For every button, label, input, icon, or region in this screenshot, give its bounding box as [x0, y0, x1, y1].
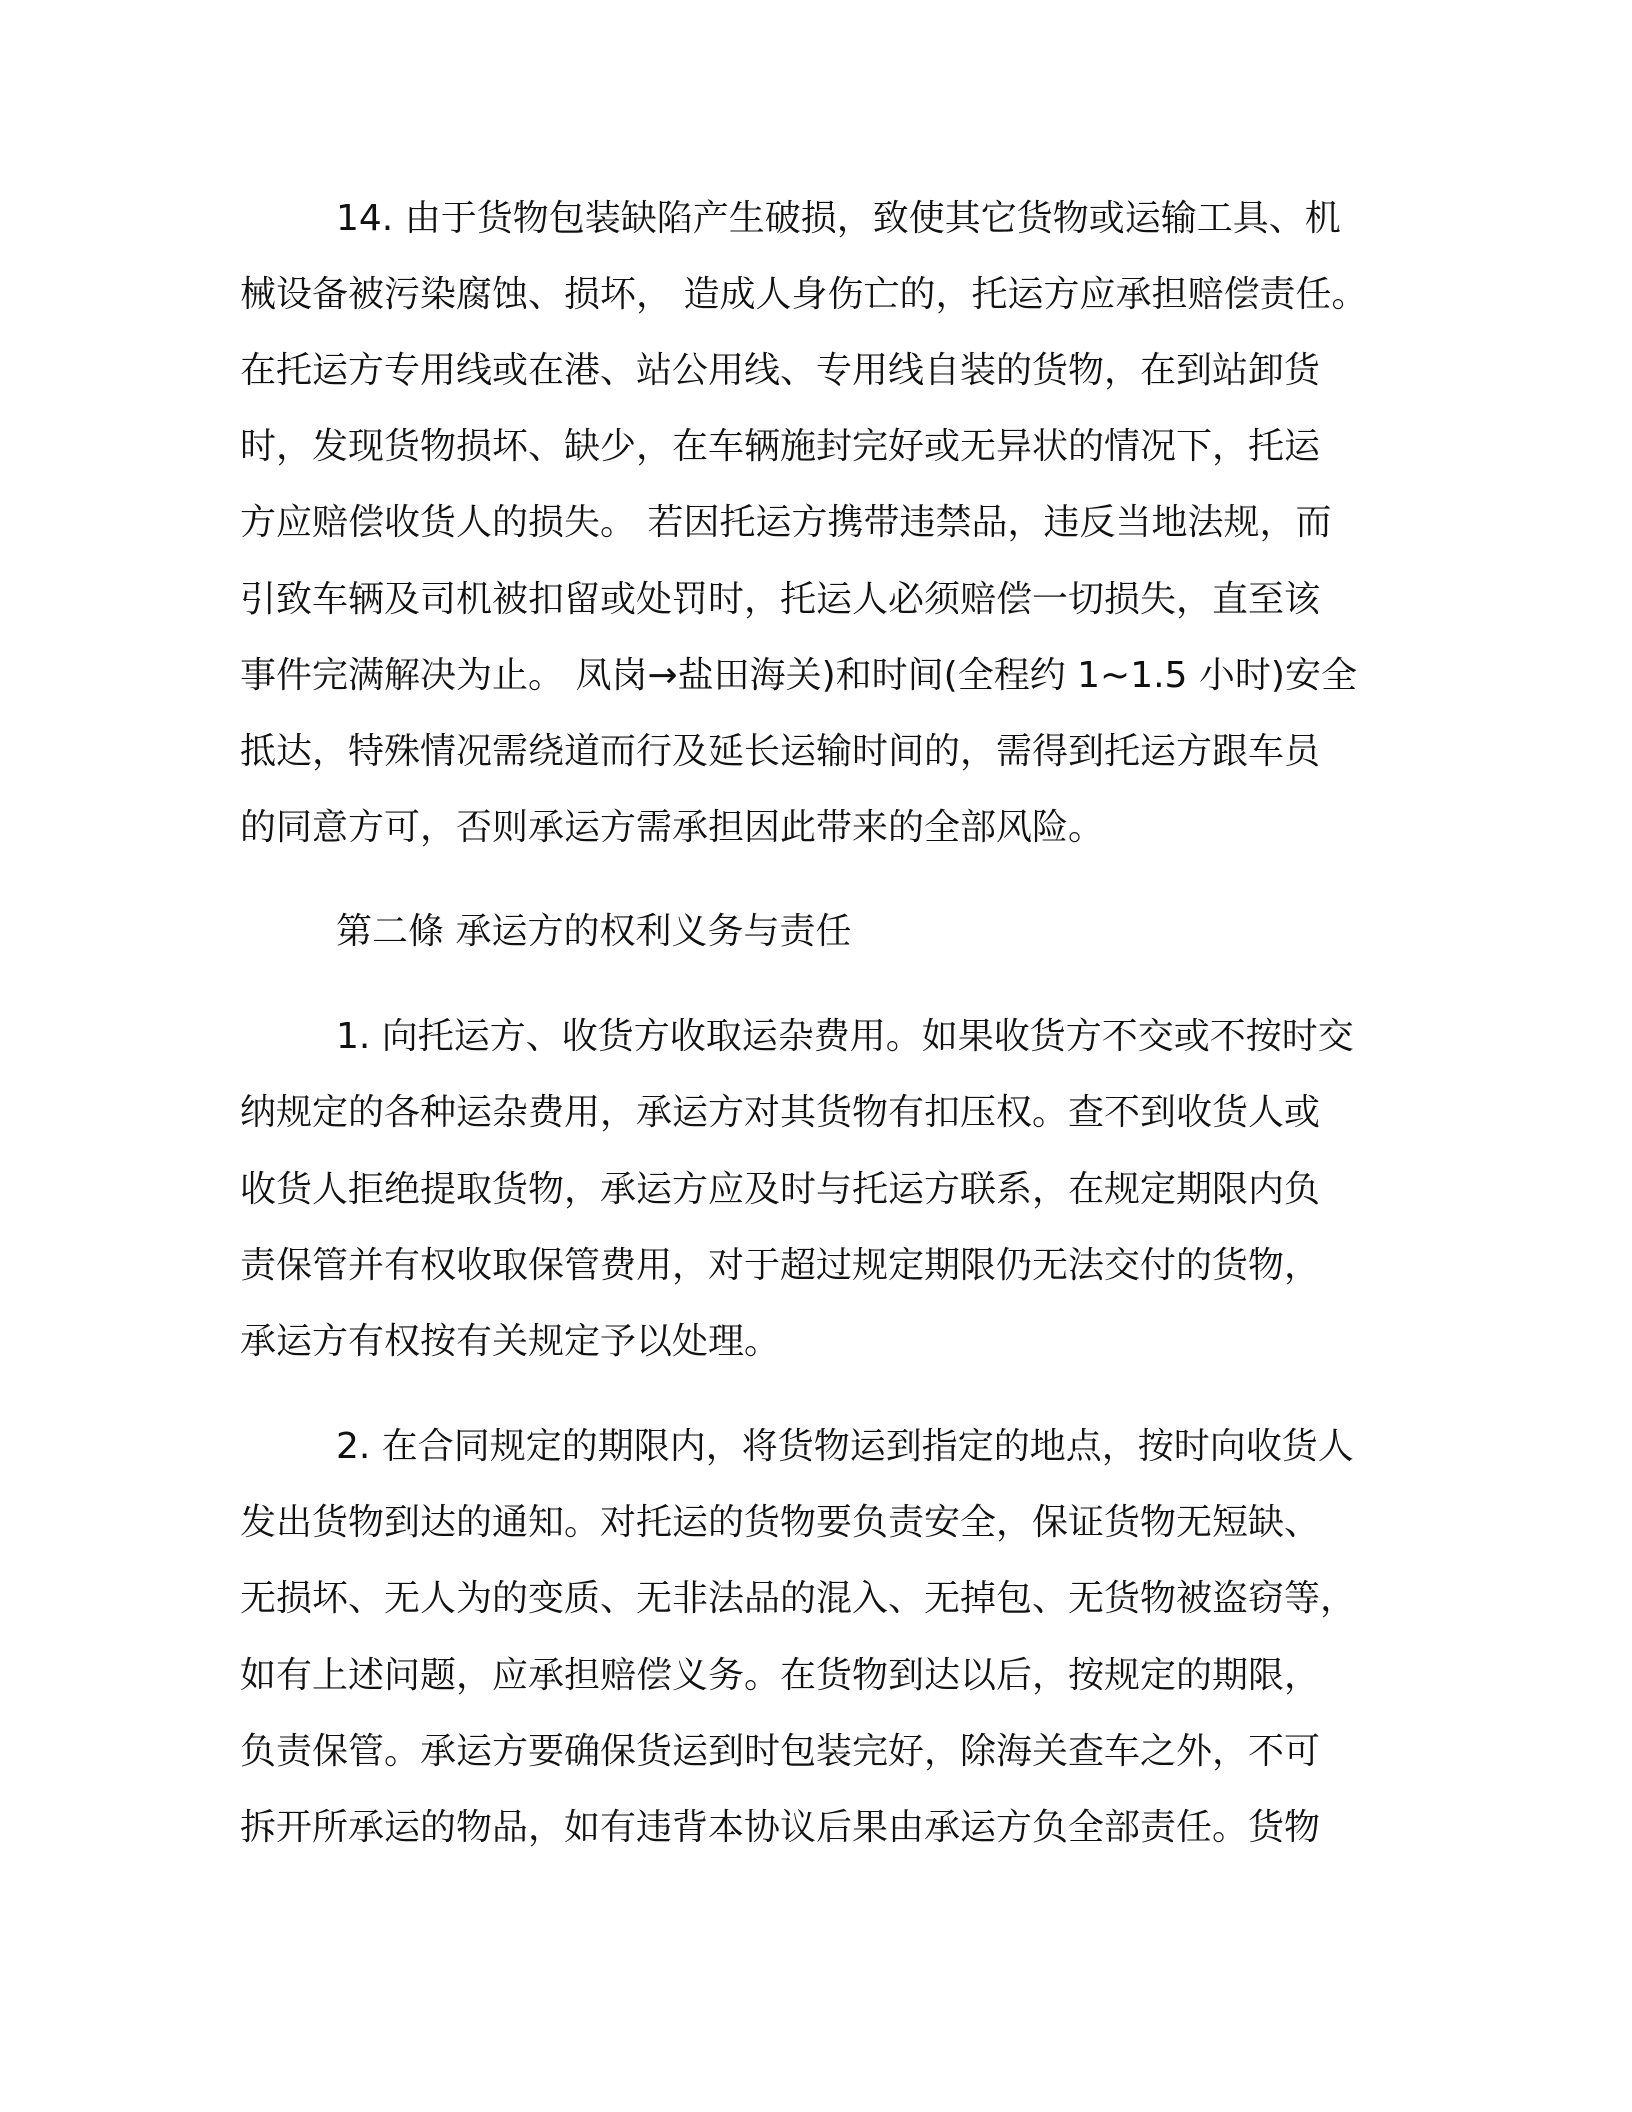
paragraph-line: 时，发现货物损坏、缺少，在车辆施封完好或无异状的情况下，托运 — [240, 426, 1321, 467]
paragraph-line: 14. 由于货物包装缺陷产生破损，致使其它货物或运输工具、机 — [336, 198, 1341, 239]
paragraph-line: 方应赔偿收货人的损失。 若因托运方携带违禁品，违反当地法规，而 — [240, 502, 1332, 543]
paragraph-line: 1. 向托运方、收货方收取运杂费用。如果收货方不交或不按时交 — [336, 1016, 1354, 1057]
paragraph-line: 拆开所承运的物品，如有违背本协议后果由承运方负全部责任。货物 — [240, 1807, 1321, 1848]
paragraph-line: 事件完满解决为止。 凤岗→盐田海关)和时间(全程约 1~1.5 小时)安全 — [240, 655, 1357, 696]
paragraph-line: 械设备被污染腐蚀、损坏， 造成人身伤亡的，托运方应承担赔偿责任。 — [240, 274, 1368, 315]
paragraph-line: 负责保管。承运方要确保货运到时包装完好，除海关查车之外，不可 — [240, 1731, 1321, 1772]
section-heading: 第二條 承运方的权利义务与责任 — [336, 911, 852, 952]
paragraph-line: 如有上述问题，应承担赔偿义务。在货物到达以后，按规定的期限， — [240, 1655, 1321, 1696]
paragraph-line: 无损坏、无人为的变质、无非法品的混入、无掉包、无货物被盗窃等， — [240, 1578, 1357, 1619]
paragraph-line: 收货人拒绝提取货物，承运方应及时与托运方联系，在规定期限内负 — [240, 1169, 1321, 1210]
paragraph-line: 抵达，特殊情况需绕道而行及延长运输时间的，需得到托运方跟车员 — [240, 731, 1321, 772]
paragraph-line: 的同意方可，否则承运方需承担因此带来的全部风险。 — [240, 807, 1105, 848]
paragraph-line: 2. 在合同规定的期限内，将货物运到指定的地点，按时向收货人 — [336, 1426, 1354, 1467]
paragraph-line: 纳规定的各种运杂费用，承运方对其货物有扣压权。查不到收货人或 — [240, 1092, 1321, 1133]
paragraph-line: 承运方有权按有关规定予以处理。 — [240, 1321, 781, 1362]
paragraph-line: 发出货物到达的通知。对托运的货物要负责安全，保证货物无短缺、 — [240, 1502, 1321, 1543]
paragraph-line: 责保管并有权收取保管费用，对于超过规定期限仍无法交付的货物， — [240, 1245, 1321, 1286]
paragraph-line: 引致车辆及司机被扣留或处罚时，托运人必须赔偿一切损失，直至该 — [240, 579, 1321, 620]
paragraph-line: 在托运方专用线或在港、站公用线、专用线自装的货物，在到站卸货 — [240, 350, 1321, 391]
